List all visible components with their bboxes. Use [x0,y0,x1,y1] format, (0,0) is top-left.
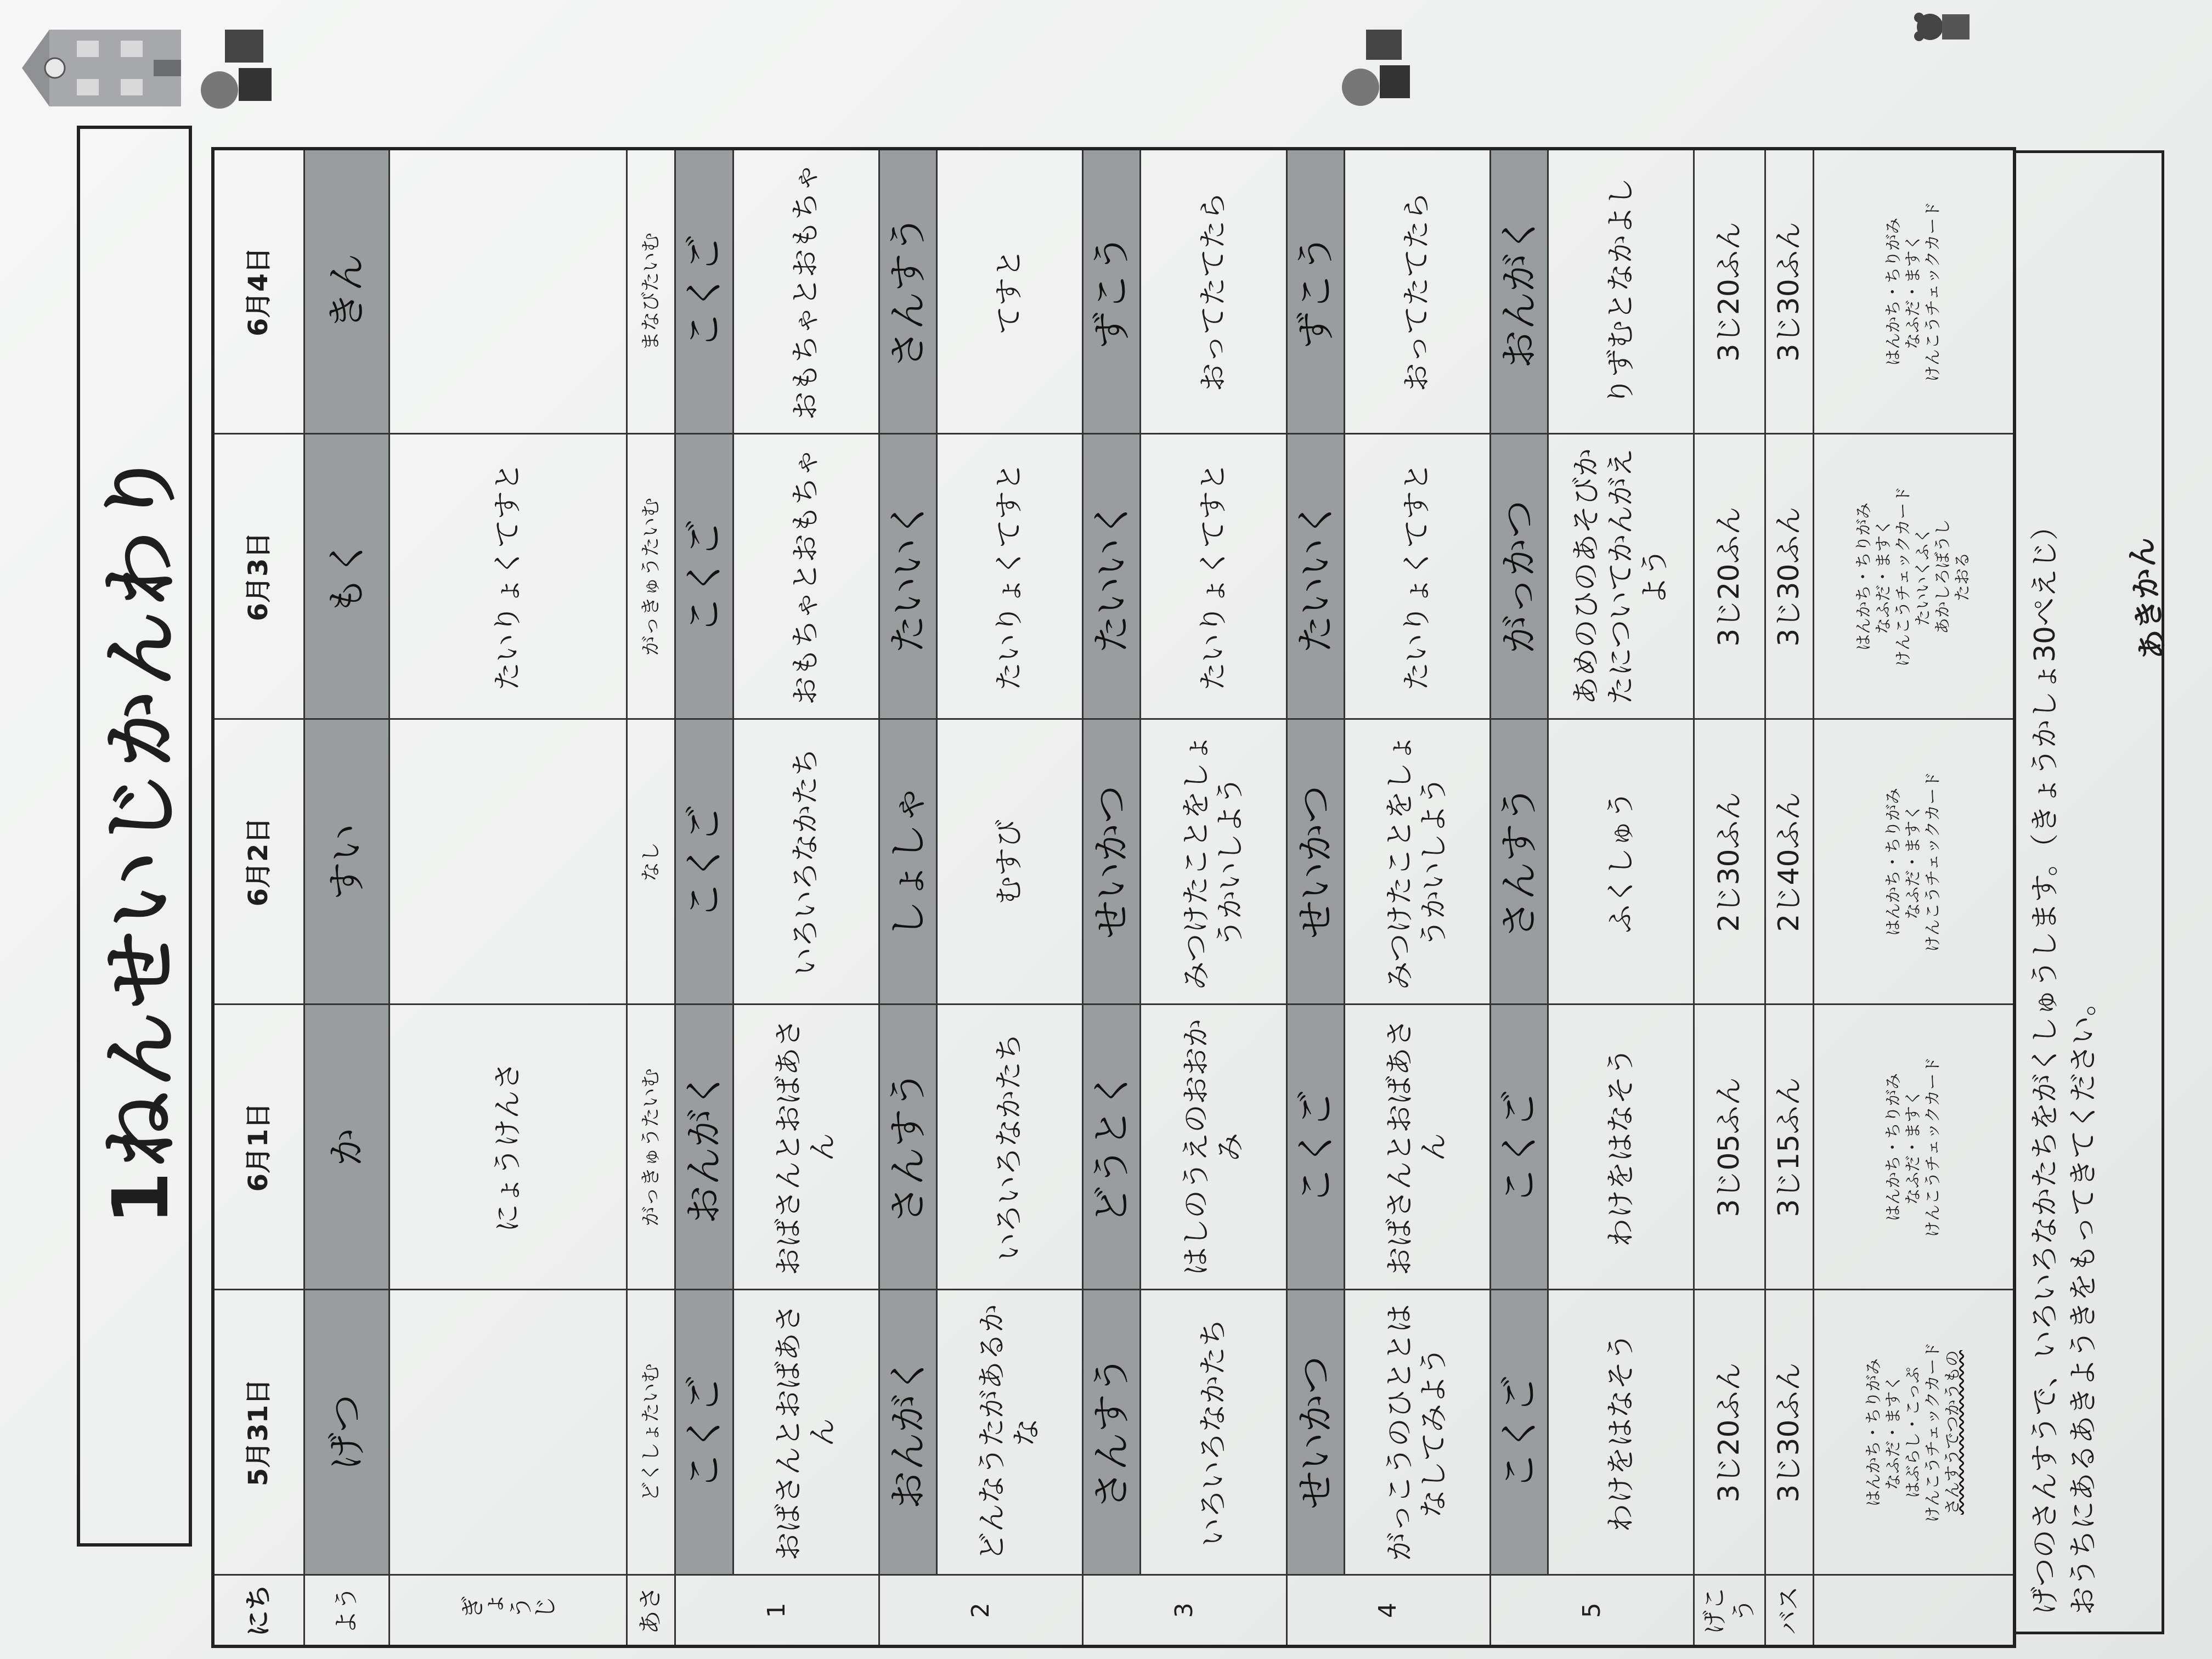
dismissal-time: 3じ05ふん [1694,1005,1765,1290]
content-cell: おってたてたら [1141,149,1286,434]
subject-cell: たいいく [1286,434,1344,719]
content-cell: たいりょくてすと [1344,434,1490,719]
dismissal-time: 3じ20ふん [1694,1290,1765,1575]
subject-cell: ずこう [1286,149,1344,434]
notes-box [2016,150,2164,1634]
item-line: たおる [1953,552,1973,601]
item-line: けんこうチェックカード [1923,1057,1943,1238]
period-label: 1 [675,1575,879,1646]
item-line: なふだ・ますく [1904,804,1923,919]
content-cell: わけをはなそう [1548,1290,1694,1575]
child-left-illustration [192,8,285,123]
subject-cell: しょしゃ [879,719,936,1005]
item-line: たいいくふく [1914,527,1933,626]
subject-cell: たいいく [1083,434,1141,719]
content-cell: ふくしゅう [1548,719,1694,1005]
items-cell [1814,434,2015,719]
content-cell: みつけたことをしょうかいしよう [1344,719,1490,1005]
label-morning: あさ [627,1575,675,1646]
period-label: 5 [1491,1575,1694,1646]
subject-cell: どうとく [1083,1005,1141,1290]
subject-cell: おんがく [675,1005,733,1290]
date-cell: 6月1日 [213,1005,304,1290]
note-line: げつのさんすうで、いろいろなかたちをがくしゅうします。（きょうかしょ30ぺえじ） [2029,512,2062,1615]
content-cell: おってたてたら [1344,149,1490,434]
content-cell: てすと [937,149,1083,434]
dismissal-time: 3じ20ふん [1694,434,1765,719]
date-cell: 6月2日 [213,719,304,1005]
event-cell [390,1290,627,1575]
period-label: 4 [1286,1575,1490,1646]
event-cell: にょうけんさ [390,1005,627,1290]
morning-cell: まなびたいむ [627,149,675,434]
items-cell [1814,1005,2015,1290]
subject-cell: こくご [675,1290,733,1575]
row-p4-content [1344,149,1490,1646]
content-cell: むすび [937,719,1083,1005]
row-event [390,149,627,1646]
event-cell [390,149,627,434]
dismissal-time: 2じ30ふん [1694,719,1765,1005]
note-line: おうちにあるあきようきをもってきてください。 [2067,987,2101,1615]
content-cell: どんなうたがあるかな [937,1290,1083,1575]
subject-cell: さんすう [1083,1290,1141,1575]
row-dates [213,149,304,1646]
row-p2-content [937,149,1083,1646]
morning-cell: がっきゅうたいむ [627,1005,675,1290]
subject-cell: おんがく [1491,149,1548,434]
content-cell: りずむとなかよし [1548,149,1694,434]
period-label: 2 [879,1575,1082,1646]
content-cell: いろいろなかたち [1141,1290,1286,1575]
event-cell: たいりょくてすと [390,434,627,719]
row-p3-subject [1083,149,1141,1646]
item-line: さんすうでつかうもの [1943,1350,1963,1515]
label-bus: バス [1765,1575,1814,1646]
content-cell: あめのひのあそびかたについてかんがえよう [1548,434,1694,719]
weekday-cell: もく [304,434,389,719]
items-cell [1814,1290,2015,1575]
subject-cell: さんすう [1491,719,1548,1005]
subject-cell: ずこう [1083,149,1141,434]
weekday-cell: すい [304,719,389,1005]
subject-cell: せいかつ [1083,719,1141,1005]
content-cell: がっこうのひととはなしてみよう [1344,1290,1490,1575]
bus-time: 3じ30ふん [1765,1290,1814,1575]
page-title: 1ねんせいじかんわり [77,126,192,1547]
weekday-cell: か [304,1005,389,1290]
row-weekday [304,149,389,1646]
subject-cell: たいいく [879,434,936,719]
item-line: なふだ・ますく [1904,1090,1923,1205]
content-cell: いろいろなかたち [937,1005,1083,1290]
label-week: よう [304,1575,389,1646]
item-line: けんこうチェックカード [1923,201,1943,382]
subject-cell: こくご [1491,1290,1548,1575]
item-line: けんこうチェックカード [1923,771,1943,952]
item-line: はんかち・ちりがみ [1884,1073,1904,1221]
subject-cell: せいかつ [1286,1290,1344,1575]
content-cell: おばさんとおばあさん [733,1290,879,1575]
subject-cell: こくご [675,434,733,719]
content-cell: おもちゃとおもちゃ [733,149,879,434]
date-cell: 6月4日 [213,149,304,434]
bus-time: 3じ30ふん [1765,149,1814,434]
content-cell: わけをはなそう [1548,1005,1694,1290]
item-line: あかしろぼうし [1933,519,1953,634]
date-cell: 6月3日 [213,434,304,719]
row-p5-content [1548,149,1694,1646]
subject-cell: おんがく [879,1290,936,1575]
label-event: ぎょうじ [390,1575,627,1646]
morning-cell: どくしょたいむ [627,1290,675,1575]
subject-cell: こくご [675,149,733,434]
content-cell: たいりょくてすと [937,434,1083,719]
row-p2-subject [879,149,936,1646]
row-p3-content [1141,149,1286,1646]
content-cell: おばさんとおばあさん [733,1005,879,1290]
timetable [211,147,2016,1648]
content-cell: はしのうえのおおかみ [1141,1005,1286,1290]
row-p5-subject [1491,149,1548,1646]
subject-cell: せいかつ [1286,719,1344,1005]
item-line: なふだ・ますく [1874,519,1894,634]
content-cell: おもちゃとおもちゃ [733,434,879,719]
bear-illustration [1909,2,1975,52]
item-line: はんかち・ちりがみ [1884,788,1904,936]
subject-cell: さんすう [879,1005,936,1290]
bus-time: 2じ40ふん [1765,719,1814,1005]
content-cell: みつけたことをしょうかいしよう [1141,719,1286,1005]
row-bus [1765,149,1814,1646]
item-line: けんこうチェックカード [1923,1342,1943,1523]
item-line: はんかち・ちりがみ [1884,217,1904,366]
bus-time: 3じ15ふん [1765,1005,1814,1290]
weekday-cell: きん [304,149,389,434]
item-line: はぶらし・こっぷ [1904,1367,1923,1498]
date-cell: 5月31日 [213,1290,304,1575]
label-dismissal: げこう [1694,1575,1765,1646]
label-day: にち [213,1575,304,1646]
subject-cell: こくご [675,719,733,1005]
child-right-illustration [1328,5,1421,120]
item-line: はんかち・ちりがみ [1864,1358,1884,1506]
subject-cell: がっかつ [1491,434,1548,719]
item-line: はんかち・ちりがみ [1854,503,1874,651]
row-morning [627,149,675,1646]
period-label: 3 [1083,1575,1286,1646]
row-p4-subject [1286,149,1344,1646]
event-cell [390,719,627,1005]
school-illustration [16,2,214,128]
morning-cell: がっきゅうたいむ [627,434,675,719]
row-dismissal [1694,149,1765,1646]
label-items [1814,1575,2015,1646]
content-cell: たいりょくてすと [1141,434,1286,719]
item-line: なふだ・ますく [1884,1375,1904,1490]
row-items [1814,149,2015,1646]
dismissal-time: 3じ20ふん [1694,149,1765,434]
items-cell [1814,149,2015,434]
content-cell: いろいろなかたち [733,719,879,1005]
row-p1-subject [675,149,733,1646]
row-p1-content [733,149,879,1646]
handwritten-signature: あきかん [2123,535,2172,662]
content-cell: おばさんとおばあさん [1344,1005,1490,1290]
items-cell [1814,719,2015,1005]
bus-time: 3じ30ふん [1765,434,1814,719]
weekday-cell: げつ [304,1290,389,1575]
item-line: けんこうチェックカード [1894,486,1914,667]
item-line: なふだ・ますく [1904,234,1923,349]
subject-cell: こくご [1491,1005,1548,1290]
subject-cell: こくご [1286,1005,1344,1290]
subject-cell: さんすう [879,149,936,434]
morning-cell: なし [627,719,675,1005]
